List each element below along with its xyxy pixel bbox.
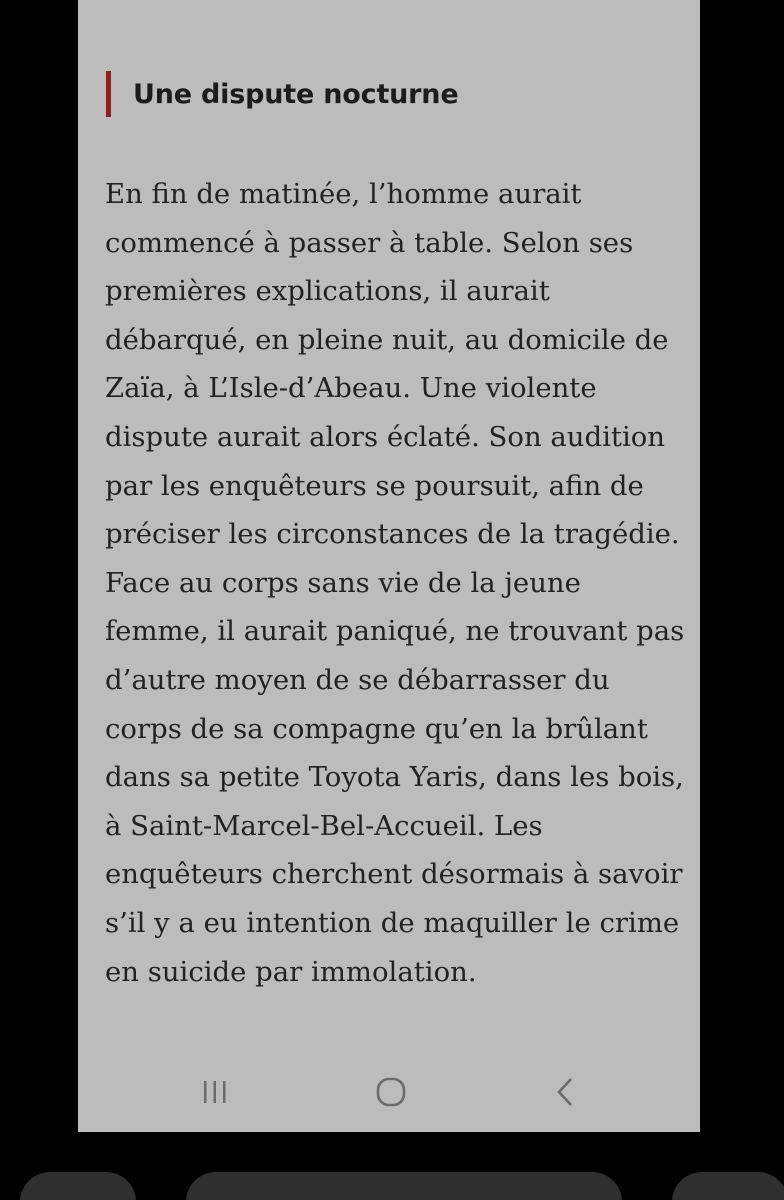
back-icon	[553, 1076, 577, 1108]
home-icon	[374, 1075, 408, 1109]
article-screen	[78, 0, 700, 1132]
section-heading-text: Une dispute nocturne	[133, 78, 459, 110]
back-button[interactable]	[540, 1070, 590, 1114]
bottom-button-right[interactable]	[672, 1172, 784, 1200]
bottom-button-left[interactable]	[20, 1172, 136, 1200]
recent-apps-icon	[200, 1078, 230, 1106]
system-navigation-bar	[78, 1060, 700, 1124]
home-button[interactable]	[366, 1070, 416, 1114]
heading-accent-bar	[106, 71, 111, 117]
recent-apps-button[interactable]	[190, 1070, 240, 1114]
section-heading	[106, 70, 458, 118]
bottom-button-middle[interactable]	[186, 1172, 622, 1200]
article-paragraph: En fin de matinée, l’homme aurait commencé à passer à table. Selon ses premières explications, il aurait débarqué, en pleine nuit, au domicile de Zaïa, à L’Isle-d’Abeau. Une violente dispute aurait alors éclaté. Son audition par les enquêteurs se poursuit, afin de préciser les circonstances de la tragédie. Face au corps sans vie de la jeune femme, il aurait paniqué, ne trouvant pas d’autre moyen de se débarrasser du corps de sa compagne qu’en la brûlant dans sa petite Toyota Yaris, dans les bois, à Saint-Marcel-Bel-Accueil. Les enquêteurs cherchent désormais à savoir s’il y a eu intention de maquiller le crime en suicide par immolation.	[105, 178, 685, 988]
